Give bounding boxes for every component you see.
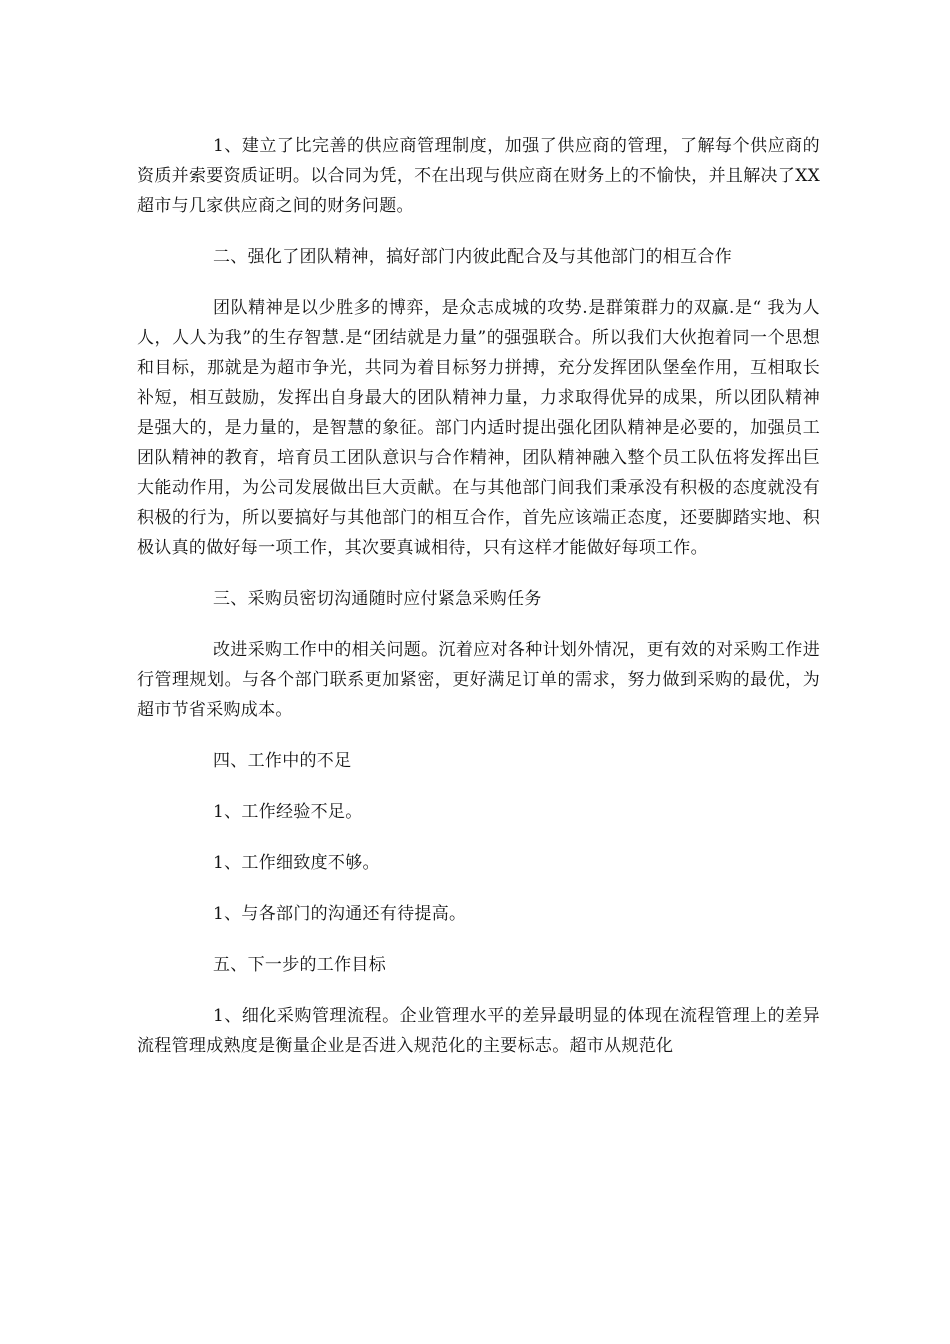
paragraph-supplier-management: 1、建立了比完善的供应商管理制度，加强了供应商的管理，了解每个供应商的资质并索要资质证明。以合同为凭，不在出现与供应商在财务上的不愉快，并且解决了XX超市与几家供应商之间的财务问题。 xyxy=(137,136,820,216)
list-item-communication: 1、与各部门的沟通还有待提高。 xyxy=(213,904,467,924)
document-body xyxy=(137,131,820,1061)
list-item-detail: 1、工作细致度不够。 xyxy=(213,853,380,873)
paragraph-process-refinement: 1、细化采购管理流程。企业管理水平的差异最明显的体现在流程管理上的差异流程管理成熟度是衡量企业是否进入规范化的主要标志。超市从规范化 xyxy=(137,1006,820,1056)
list-item-experience: 1、工作经验不足。 xyxy=(213,802,363,822)
paragraph-purchasing-improvement: 改进采购工作中的相关问题。沉着应对各种计划外情况，更有效的对采购工作进行管理规划。与各个部门联系更加紧密，更好满足订单的需求，努力做到采购的最优，为超市节省采购成本。 xyxy=(137,640,820,720)
heading-shortcomings: 四、工作中的不足 xyxy=(213,751,352,771)
heading-purchasing-communication: 三、采购员密切沟通随时应付紧急采购任务 xyxy=(213,589,542,609)
heading-team-spirit: 二、强化了团队精神，搞好部门内彼此配合及与其他部门的相互合作 xyxy=(213,247,732,267)
paragraph-team-spirit: 团队精神是以少胜多的博弈，是众志成城的攻势.是群策群力的双赢.是“ 我为人人，人人为我”的生存智慧.是“团结就是力量”的强强联合。所以我们大伙抱着同一个思想和目标，那就是为超市争光，共同为着目标努力拼搏，充分发挥团队堡垒作用，互相取长补短，相互鼓励，发挥出自身最大的团队精神力量，力求取得优异的成果，所以团队精神是强大的，是力量的，是智慧的象征。部门内适时提出强化团队精神是必要的，加强员工团队精神的教育，培育员工团队意识与合作精神，团队精神融入整个员工队伍将发挥出巨大能动作用，为公司发展做出巨大贡献。在与其他部门间我们秉承没有积极的态度就没有积极的行为，所以要搞好与其他部门的相互合作，首先应该端正态度，还要脚踏实地、积极认真的做好每一项工作，其次要真诚相待，只有这样才能做好每项工作。 xyxy=(137,298,820,558)
heading-next-goals: 五、下一步的工作目标 xyxy=(213,955,386,975)
